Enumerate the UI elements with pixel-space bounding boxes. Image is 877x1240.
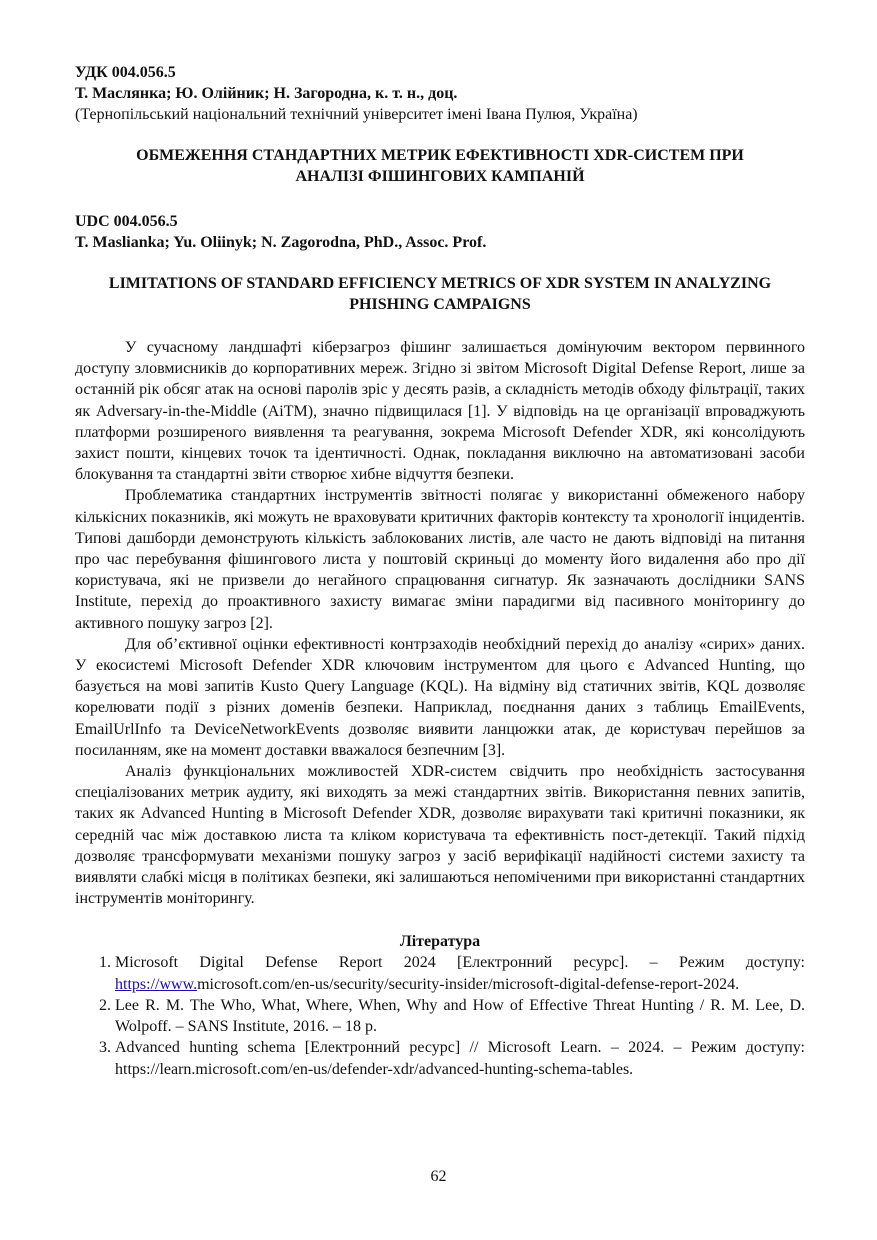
references-heading: Література <box>399 933 481 951</box>
body-paragraph: Проблематика стандартних інструментів звітності полягає у використанні обмеженого набору кількісних показників, які можуть не враховувати критичних факторів контексту та хронології інцидентів. Типові дашборди демонструють кількість заблокованих листів, але часто не дають відповіді на питання про час перебування фішингового листа у поштовій скриньці до моменту його видалення або про дії користувача, які не призвели до негайного спрацювання сигнатур. Як зазначають дослідники SANS Institute, перехід до проактивного захисту вимагає зміни парадигми від пасивного моніторингу до активного пошуку загроз [2]. <box>75 487 805 632</box>
title-en: LIMITATIONS OF STANDARD EFFICIENCY METRICS OF XDR SYSTEM IN ANALYZING PHISHING CAMPAIGNS <box>108 275 772 313</box>
reference-text: Microsoft Digital Defense Report 2024 [Електронний ресурс]. – Режим доступу: <box>115 954 805 972</box>
body-paragraph: У сучасному ландшафті кіберзагроз фішинг залишається домінуючим вектором первинного доступу зловмисників до корпоративних мереж. Згідно зі звітом Microsoft Digital Defense Report, лише за останній рік обсяг атак на основі паролів зріс у десять разів, а складність методів обходу фільтрації, таких як Adversary-in-the-Middle (AiTM), значно підвищилася [1]. У відповідь на це організації впроваджують платформи розширеного виявлення та реагування, зокрема Microsoft Defender XDR, які консолідують захист пошти, кінцевих точок та ідентичності. Однак, покладання виключно на автоматизовані засоби блокування та стандартні звіти створює хибне відчуття безпеки. <box>75 339 805 484</box>
reference-link[interactable]: https://www. <box>115 975 198 993</box>
title-ua: ОБМЕЖЕННЯ СТАНДАРТНИХ МЕТРИК ЕФЕКТИВНОСТІ XDR-СИСТЕМ ПРИ АНАЛІЗІ ФІШИНГОВИХ КАМПАНІЙ <box>136 147 744 185</box>
paper-page <box>75 62 805 1080</box>
affiliation-ua: (Тернопільський національний технічний університет імені Івана Пулюя, Україна) <box>75 106 638 123</box>
reference-item <box>115 952 805 994</box>
reference-text: Advanced hunting schema [Електронний ресурс] // Microsoft Learn. – 2024. – Режим доступу: https://learn.microsoft.com/en-us/defender-xdr/advanced-hunting-schema-tables. <box>115 1039 805 1078</box>
english-header <box>75 211 805 315</box>
udc-code-en: UDC 004.056.5 <box>75 213 178 230</box>
authors-ua: Т. Маслянка; Ю. Олійник; Н. Загородна, к. т. н., доц. <box>75 85 458 102</box>
body-paragraph: Для об’єктивної оцінки ефективності контрзаходів необхідний перехід до аналізу «сирих» даних. У екосистемі Microsoft Defender XDR ключовим інструментом для цього є Advanced Hunting, що базується на мові запитів Kusto Query Language (KQL). На відміну від статичних звітів, KQL дозволяє корелювати події з різних доменів безпеки. Наприклад, поєднання даних з таблиць EmailEvents, EmailUrlInfo та DeviceNetworkEvents дозволяє виявити ланцюжки атак, де користувач перейшов за посиланням, яке на момент доставки вважалося безпечним [3]. <box>75 635 805 759</box>
reference-item <box>115 1037 805 1079</box>
reference-text-continued: microsoft.com/en-us/security/security-insider/microsoft-digital-defense-report-2024. <box>197 975 740 993</box>
udc-code-ua: УДК 004.056.5 <box>75 64 176 81</box>
authors-en: T. Maslianka; Yu. Oliinyk; N. Zagorodna, PhD., Assoc. Prof. <box>75 234 487 251</box>
page-number: 62 <box>430 1168 447 1185</box>
reference-item <box>115 995 805 1037</box>
references-list <box>75 952 805 1079</box>
body-paragraph: Аналіз функціональних можливостей XDR-систем свідчить про необхідність застосування спеціалізованих метрик аудиту, які виходять за межі стандартних звітів. Використання певних запитів, таких як Advanced Hunting в Microsoft Defender XDR, дозволяє вирахувати такі критичні показники, як середній час між доставкою листа та кліком користувача та ефективність пост-детекції. Такий підхід дозволяє трансформувати механізми пошуку загроз у засіб верифікації надійності системи захисту та виявляти слабкі місця в політиках безпеки, які залишаються непоміченими при використанні стандартних інструментів моніторингу. <box>75 763 805 908</box>
article-body <box>75 337 805 909</box>
reference-text: Lee R. M. The Who, What, Where, When, Why and How of Effective Threat Hunting / R. M. Lee, D. Wolpoff. – SANS Institute, 2016. – 18 p. <box>115 996 805 1036</box>
